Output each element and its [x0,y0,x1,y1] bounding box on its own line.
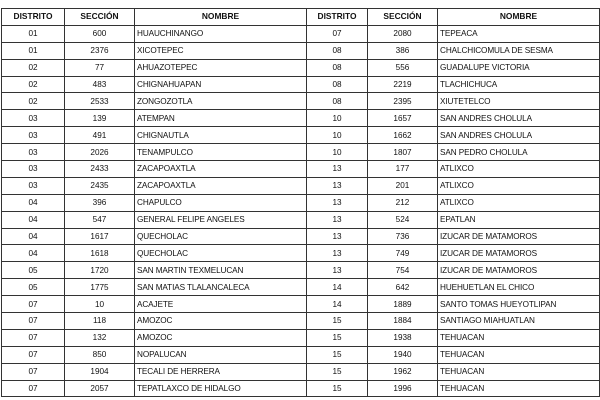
distrito-cell: 05 [2,262,65,279]
header-distrito: DISTRITO [2,9,65,26]
nombre-cell: TEHUACAN [438,346,600,363]
table-row [307,144,600,161]
nombre-cell: ACAJETE [135,296,307,313]
table-row [2,313,307,330]
distrito-cell: 01 [2,25,65,42]
table-row [2,25,307,42]
distrito-cell: 13 [307,228,368,245]
seccion-cell: 524 [368,211,438,228]
seccion-cell: 1807 [368,144,438,161]
seccion-cell: 2435 [65,177,135,194]
distrito-cell: 15 [307,346,368,363]
table-row [307,59,600,76]
nombre-cell: SAN PEDRO CHOLULA [438,144,600,161]
distrito-cell: 07 [2,380,65,397]
nombre-cell: NOPALUCAN [135,346,307,363]
seccion-cell: 2433 [65,161,135,178]
seccion-cell: 118 [65,313,135,330]
seccion-cell: 2080 [368,25,438,42]
sections-table-right [306,8,600,397]
distrito-cell: 10 [307,127,368,144]
distrito-cell: 03 [2,127,65,144]
nombre-cell: HUAUCHINANGO [135,25,307,42]
distrito-cell: 02 [2,59,65,76]
distrito-cell: 04 [2,245,65,262]
distrito-cell: 02 [2,76,65,93]
table-row [2,144,307,161]
distrito-cell: 10 [307,110,368,127]
nombre-cell: TEPATLAXCO DE HIDALGO [135,380,307,397]
table-row [307,262,600,279]
seccion-cell: 547 [65,211,135,228]
distrito-cell: 13 [307,211,368,228]
table-row [307,127,600,144]
nombre-cell: TEPEACA [438,25,600,42]
seccion-cell: 1938 [368,329,438,346]
table-row [307,25,600,42]
seccion-cell: 396 [65,194,135,211]
distrito-cell: 14 [307,279,368,296]
distrito-cell: 15 [307,313,368,330]
seccion-cell: 2533 [65,93,135,110]
table-row [2,279,307,296]
seccion-cell: 1884 [368,313,438,330]
sections-table-right-body [307,25,600,397]
seccion-cell: 201 [368,177,438,194]
seccion-cell: 1662 [368,127,438,144]
distrito-cell: 03 [2,161,65,178]
table-row [2,127,307,144]
distrito-cell: 14 [307,296,368,313]
seccion-cell: 2026 [65,144,135,161]
seccion-cell: 2395 [368,93,438,110]
seccion-cell: 491 [65,127,135,144]
seccion-cell: 1618 [65,245,135,262]
header-row [2,9,307,26]
nombre-cell: TECALI DE HERRERA [135,363,307,380]
header-nombre: NOMBRE [135,9,307,26]
nombre-cell: SAN ANDRES CHOLULA [438,110,600,127]
nombre-cell: IZUCAR DE MATAMOROS [438,245,600,262]
sections-table-left [1,8,307,397]
table-row [2,194,307,211]
seccion-cell: 1889 [368,296,438,313]
distrito-cell: 03 [2,110,65,127]
table-row [2,363,307,380]
nombre-cell: XICOTEPEC [135,42,307,59]
distrito-cell: 13 [307,245,368,262]
seccion-cell: 1940 [368,346,438,363]
nombre-cell: XIUTETELCO [438,93,600,110]
nombre-cell: ATEMPAN [135,110,307,127]
table-row [2,329,307,346]
nombre-cell: TEHUACAN [438,329,600,346]
table-row [307,363,600,380]
seccion-cell: 77 [65,59,135,76]
seccion-cell: 1617 [65,228,135,245]
distrito-cell: 13 [307,262,368,279]
nombre-cell: TENAMPULCO [135,144,307,161]
table-row [307,329,600,346]
distrito-cell: 13 [307,177,368,194]
seccion-cell: 749 [368,245,438,262]
seccion-cell: 850 [65,346,135,363]
table-row [2,245,307,262]
distrito-cell: 08 [307,93,368,110]
distrito-cell: 03 [2,177,65,194]
distrito-cell: 07 [2,346,65,363]
distrito-cell: 15 [307,380,368,397]
distrito-cell: 05 [2,279,65,296]
table-row [2,42,307,59]
table-row [2,346,307,363]
seccion-cell: 177 [368,161,438,178]
nombre-cell: IZUCAR DE MATAMOROS [438,228,600,245]
distrito-cell: 15 [307,363,368,380]
seccion-cell: 139 [65,110,135,127]
nombre-cell: AHUAZOTEPEC [135,59,307,76]
table-row [2,228,307,245]
table-row [307,76,600,93]
distrito-cell: 04 [2,211,65,228]
nombre-cell: TEHUACAN [438,363,600,380]
distrito-cell: 04 [2,228,65,245]
nombre-cell: SANTIAGO MIAHUATLAN [438,313,600,330]
nombre-cell: ZACAPOAXTLA [135,177,307,194]
nombre-cell: TEHUACAN [438,380,600,397]
nombre-cell: ZACAPOAXTLA [135,161,307,178]
distrito-cell: 13 [307,194,368,211]
nombre-cell: CHIGNAUTLA [135,127,307,144]
nombre-cell: TLACHICHUCA [438,76,600,93]
nombre-cell: SAN MARTIN TEXMELUCAN [135,262,307,279]
nombre-cell: ATLIXCO [438,177,600,194]
nombre-cell: SAN ANDRES CHOLULA [438,127,600,144]
table-row [307,313,600,330]
table-row [307,380,600,397]
table-row [307,346,600,363]
table-row [307,161,600,178]
seccion-cell: 132 [65,329,135,346]
seccion-cell: 2376 [65,42,135,59]
table-row [2,93,307,110]
table-row [2,177,307,194]
distrito-cell: 08 [307,76,368,93]
seccion-cell: 642 [368,279,438,296]
nombre-cell: SAN MATIAS TLALANCALECA [135,279,307,296]
seccion-cell: 754 [368,262,438,279]
seccion-cell: 2219 [368,76,438,93]
table-row [307,211,600,228]
header-seccion: SECCIÓN [368,9,438,26]
table-row [2,296,307,313]
seccion-cell: 1962 [368,363,438,380]
nombre-cell: ZONGOZOTLA [135,93,307,110]
distrito-cell: 07 [2,329,65,346]
header-distrito: DISTRITO [307,9,368,26]
nombre-cell: ATLIXCO [438,194,600,211]
seccion-cell: 10 [65,296,135,313]
distrito-cell: 07 [2,296,65,313]
table-row [2,262,307,279]
table-row [307,177,600,194]
distrito-cell: 07 [2,313,65,330]
distrito-cell: 13 [307,161,368,178]
sections-table-left-body [2,25,307,397]
table-row [2,211,307,228]
nombre-cell: AMOZOC [135,329,307,346]
seccion-cell: 386 [368,42,438,59]
nombre-cell: AMOZOC [135,313,307,330]
header-nombre: NOMBRE [438,9,600,26]
seccion-cell: 2057 [65,380,135,397]
nombre-cell: CHIGNAHUAPAN [135,76,307,93]
distrito-cell: 08 [307,42,368,59]
nombre-cell: IZUCAR DE MATAMOROS [438,262,600,279]
seccion-cell: 1904 [65,363,135,380]
distrito-cell: 02 [2,93,65,110]
nombre-cell: QUECHOLAC [135,228,307,245]
seccion-cell: 483 [65,76,135,93]
seccion-cell: 1657 [368,110,438,127]
distrito-cell: 04 [2,194,65,211]
seccion-cell: 736 [368,228,438,245]
seccion-cell: 1996 [368,380,438,397]
distrito-cell: 07 [2,363,65,380]
distrito-cell: 01 [2,42,65,59]
nombre-cell: CHALCHICOMULA DE SESMA [438,42,600,59]
nombre-cell: EPATLAN [438,211,600,228]
table-row [2,110,307,127]
seccion-cell: 212 [368,194,438,211]
seccion-cell: 556 [368,59,438,76]
table-row [307,279,600,296]
distrito-cell: 07 [307,25,368,42]
nombre-cell: SANTO TOMAS HUEYOTLIPAN [438,296,600,313]
seccion-cell: 1720 [65,262,135,279]
table-row [307,93,600,110]
nombre-cell: GENERAL FELIPE ANGELES [135,211,307,228]
nombre-cell: CHAPULCO [135,194,307,211]
nombre-cell: QUECHOLAC [135,245,307,262]
table-row [307,245,600,262]
nombre-cell: HUEHUETLAN EL CHICO [438,279,600,296]
header-row [307,9,600,26]
seccion-cell: 600 [65,25,135,42]
nombre-cell: GUADALUPE VICTORIA [438,59,600,76]
distrito-cell: 03 [2,144,65,161]
table-row [307,194,600,211]
distrito-cell: 08 [307,59,368,76]
header-seccion: SECCIÓN [65,9,135,26]
table-row [2,76,307,93]
table-row [2,161,307,178]
table-row [307,296,600,313]
nombre-cell: ATLIXCO [438,161,600,178]
table-row [307,110,600,127]
table-row [307,228,600,245]
table-row [307,42,600,59]
distrito-cell: 10 [307,144,368,161]
distrito-cell: 15 [307,329,368,346]
table-row [2,59,307,76]
table-row [2,380,307,397]
seccion-cell: 1775 [65,279,135,296]
